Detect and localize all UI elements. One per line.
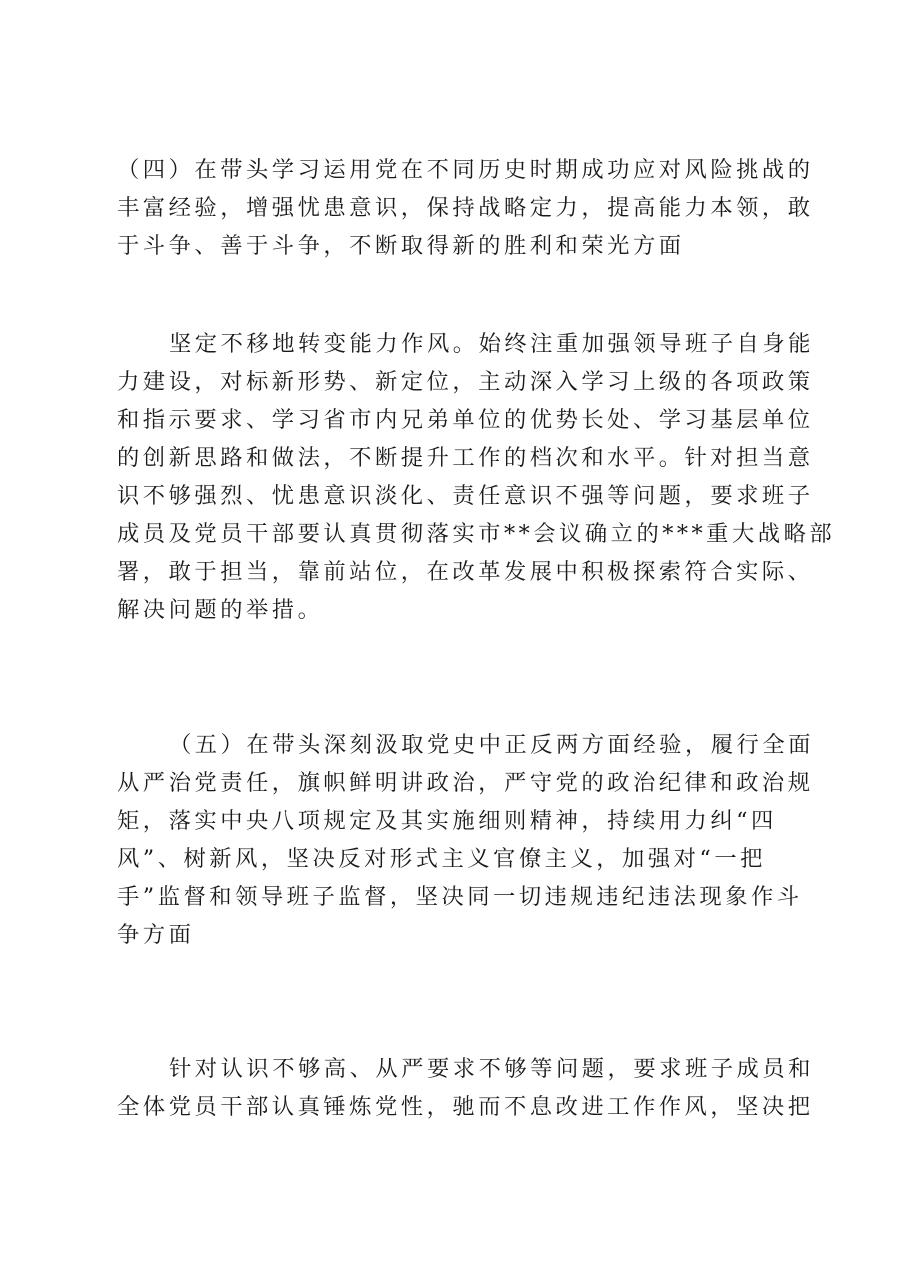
text-line: 成员及党员干部要认真贯彻落实市**会议确立的***重大战略部 bbox=[117, 521, 836, 547]
text-line: 的创新思路和做法，不断提升工作的档次和水平。针对担当意 bbox=[117, 445, 814, 471]
text-line: （四）在带头学习运用党在不同历史时期成功应对风险挑战的 bbox=[117, 157, 814, 183]
text-line: 署，敢于担当，靠前站位，在改革发展中积极探索符合实际、 bbox=[117, 559, 814, 585]
text-line: 全体党员干部认真锤炼党性，驰而不息改进工作作风，坚决把 bbox=[117, 1094, 814, 1120]
text-line: 矩，落实中央八项规定及其实施细则精神，持续用力纠“四 bbox=[117, 808, 777, 834]
paragraph-ability-style bbox=[117, 325, 836, 629]
text-line: 识不够强烈、忧患意识淡化、责任意识不强等问题，要求班子 bbox=[117, 483, 814, 509]
text-line: （五）在带头深刻汲取党史中正反两方面经验，履行全面 bbox=[169, 732, 814, 758]
text-line: 从严治党责任，旗帜鲜明讲政治，严守党的政治纪律和政治规 bbox=[117, 770, 814, 796]
text-line: 争方面 bbox=[117, 922, 195, 948]
text-line: 风”、树新风，坚决反对形式主义官僚主义，加强对“一把 bbox=[117, 846, 766, 872]
text-line: 解决问题的举措。 bbox=[117, 597, 324, 623]
text-line: 坚定不移地转变能力作风。始终注重加强领导班子自身能 bbox=[169, 331, 814, 357]
paragraph-strict-requirements bbox=[117, 1050, 814, 1126]
paragraph-section-four-heading bbox=[117, 151, 814, 265]
text-line: 于斗争、善于斗争，不断取得新的胜利和荣光方面 bbox=[117, 233, 685, 259]
paragraph-section-five-heading bbox=[117, 726, 814, 954]
text-line: 和指示要求、学习省市内兄弟单位的优势长处、学习基层单位 bbox=[117, 407, 814, 433]
text-line: 丰富经验，增强忧患意识，保持战略定力，提高能力本领，敢 bbox=[117, 195, 814, 221]
text-line: 针对认识不够高、从严要求不够等问题，要求班子成员和 bbox=[169, 1056, 814, 1082]
text-line: 手”监督和领导班子监督，坚决同一切违规违纪违法现象作斗 bbox=[117, 884, 803, 910]
text-line: 力建设，对标新形势、新定位，主动深入学习上级的各项政策 bbox=[117, 369, 814, 395]
